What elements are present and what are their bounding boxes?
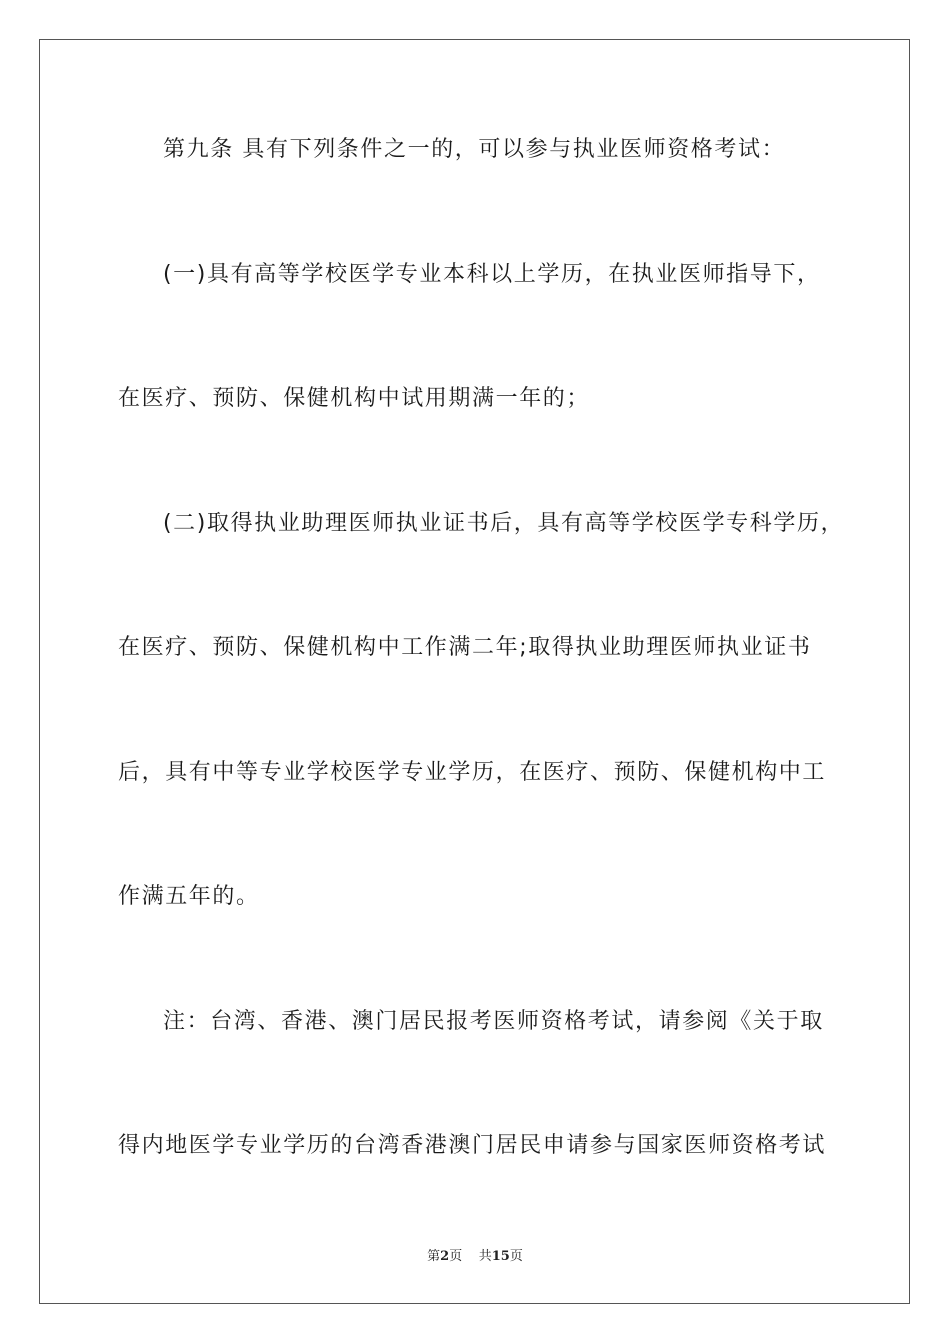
footer-page-suffix: 页 — [449, 1249, 463, 1264]
page-footer — [0, 1249, 950, 1265]
clause-2-line-1: (二)取得执业助理医师执业证书后，具有高等学校医学专科学历， — [163, 511, 845, 536]
footer-page-number: 2 — [440, 1249, 450, 1264]
clause-2-line-4: 作满五年的。 — [118, 884, 260, 909]
footer-total-prefix: 共 — [478, 1249, 492, 1264]
clause-1-line-2: 在医疗、预防、保健机构中试用期满一年的； — [118, 386, 591, 411]
footer-total-suffix: 页 — [509, 1249, 523, 1264]
clause-2-line-3: 后，具有中等专业学校医学专业学历，在医疗、预防、保健机构中工 — [118, 760, 827, 785]
article-9-heading: 第九条 具有下列条件之一的，可以参与执业医师资格考试： — [163, 137, 786, 162]
clause-2-line-2: 在医疗、预防、保健机构中工作满二年;取得执业助理医师执业证书 — [118, 635, 812, 660]
note-line-1: 注：台湾、香港、澳门居民报考医师资格考试，请参阅《关于取 — [163, 1009, 824, 1034]
page-frame — [39, 39, 910, 1304]
note-line-2: 得内地医学专业学历的台湾香港澳门居民申请参与国家医师资格考试 — [118, 1133, 827, 1158]
footer-total-number: 15 — [491, 1249, 510, 1264]
footer-page-prefix: 第 — [427, 1249, 441, 1264]
clause-1-line-1: (一)具有高等学校医学专业本科以上学历，在执业医师指导下， — [163, 262, 821, 287]
